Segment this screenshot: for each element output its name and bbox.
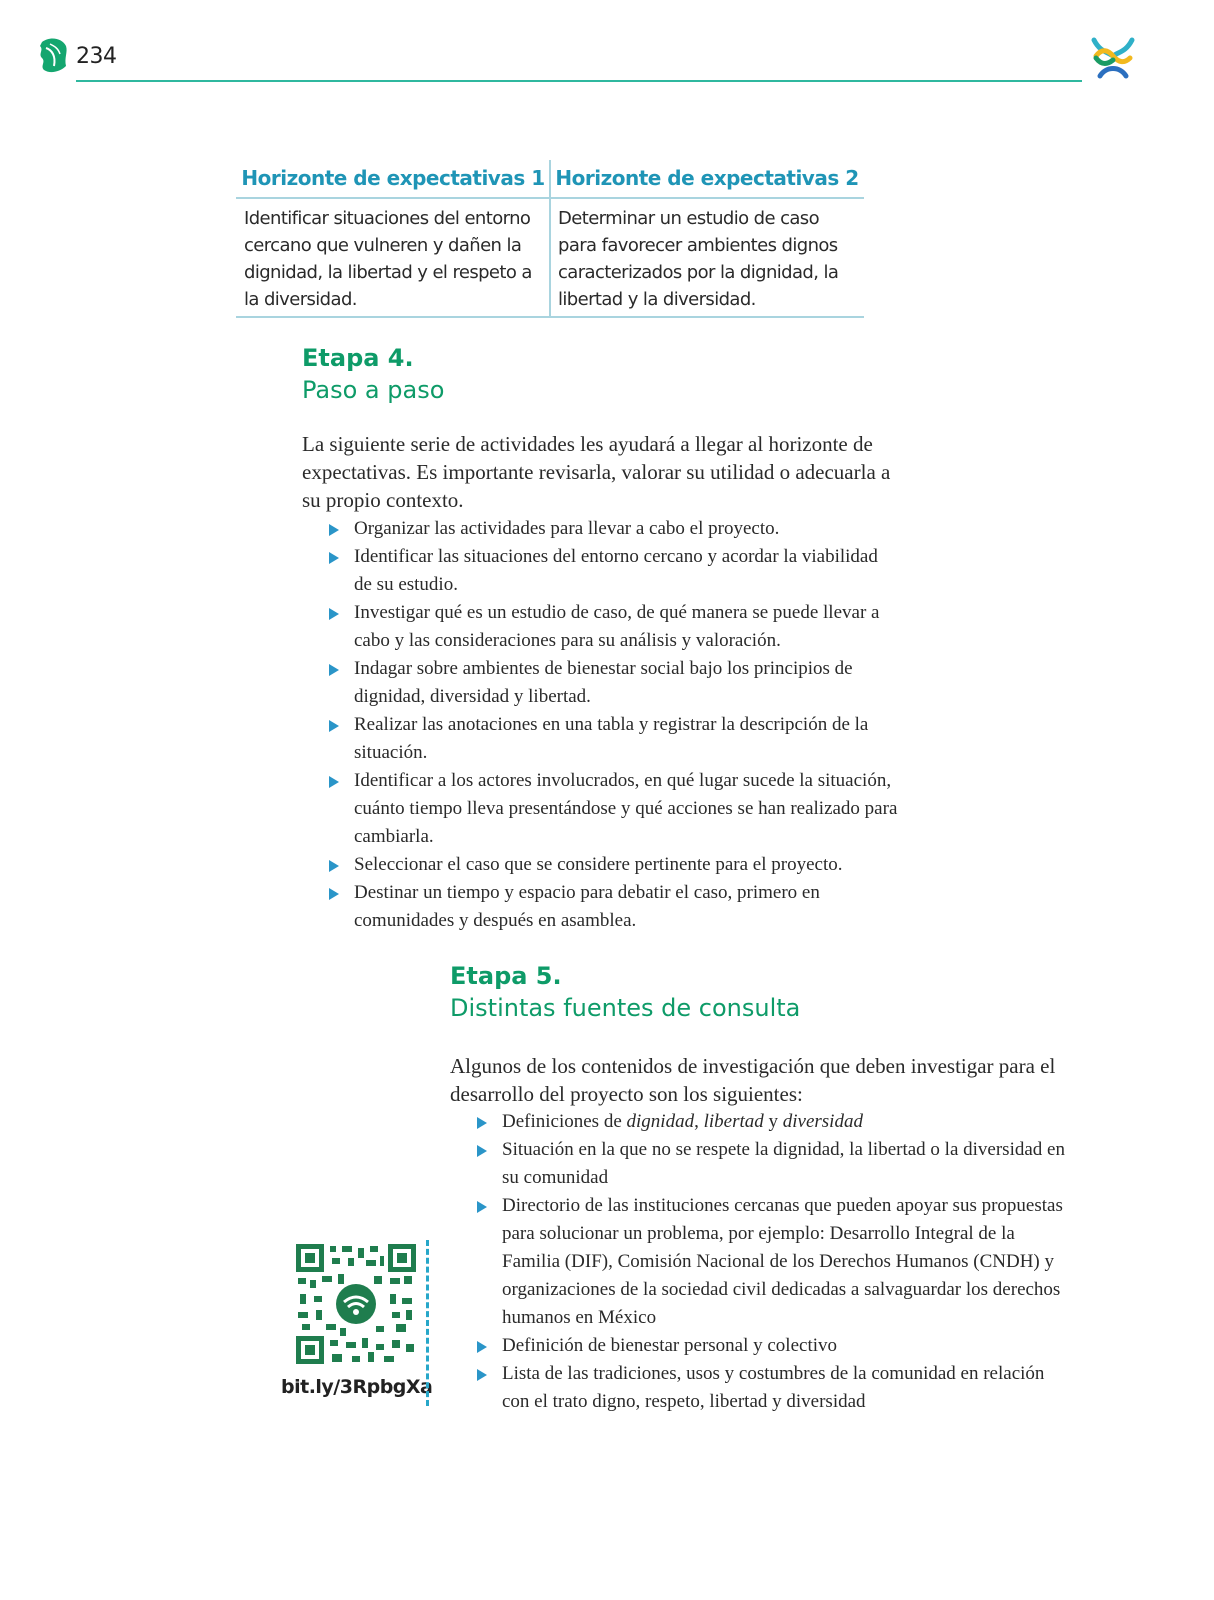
list-item-text: Realizar las anotaciones en una tabla y registrar la descripción de la situación. xyxy=(354,714,869,763)
list-item-text: Indagar sobre ambientes de bienestar social bajo los principios de dignidad, diversidad y libertad. xyxy=(354,658,853,707)
list-item: Directorio de las instituciones cercanas que pueden apoyar sus propuestas para solucionar un problema, por ejemplo: Desarrollo Integral de la Familia (DIF), Comisión Nacional de los Derechos Humanos (CNDH) y organizaciones de la sociedad civil dedicadas a salvaguardar los derechos humanos en México xyxy=(502,1192,1070,1332)
bullet-arrow-icon xyxy=(329,608,339,620)
list-item-text: Definición de bienestar personal y colectivo xyxy=(502,1335,838,1356)
list-item xyxy=(354,599,900,655)
list-item-text: Investigar qué es un estudio de caso, de qué manera se puede llevar a cabo y las consideraciones para su análisis y valoración. xyxy=(354,602,880,651)
abbr-cndh: CNDH xyxy=(979,1251,1034,1272)
list-item xyxy=(354,655,900,711)
stage4-heading xyxy=(302,342,444,406)
page-number: 234 xyxy=(76,44,117,69)
horizon-2-title: Horizonte de expectativas 2 xyxy=(550,160,864,199)
list-item xyxy=(354,879,900,935)
list-item-text: Lista de las tradiciones, usos y costumbres de la comunidad en relación con el trato digno, respeto, libertad y diversidad xyxy=(502,1363,1045,1412)
horizon-column-2 xyxy=(550,160,864,318)
bullet-arrow-icon xyxy=(477,1341,487,1353)
horizon-1-text: Identificar situaciones del entorno cercano que vulneren y dañen la dignidad, la libertad y el respeto a la diversidad. xyxy=(236,199,550,318)
stage4-number: Etapa 4. xyxy=(302,344,414,372)
bullet-arrow-icon xyxy=(477,1117,487,1129)
bullet-arrow-icon xyxy=(329,776,339,788)
bullet-arrow-icon xyxy=(329,860,339,872)
qr-divider xyxy=(426,1240,429,1406)
abbr-dif: DIF xyxy=(571,1251,602,1272)
bullet-arrow-icon xyxy=(329,720,339,732)
list-item-text: Destinar un tiempo y espacio para debatir el caso, primero en comunidades y después en asamblea. xyxy=(354,882,820,931)
bullet-arrow-icon xyxy=(477,1201,487,1213)
list-item-text: Situación en la que no se respete la dignidad, la libertad o la diversidad en su comunidad xyxy=(502,1139,1065,1188)
list-item xyxy=(354,711,900,767)
list-item xyxy=(354,851,900,879)
list-item-text: Seleccionar el caso que se considere pertinente para el proyecto. xyxy=(354,854,843,875)
list-item xyxy=(502,1136,1070,1192)
bullet-arrow-icon xyxy=(329,888,339,900)
stage4-name: Paso a paso xyxy=(302,376,445,404)
horizon-2-text: Determinar un estudio de caso para favorecer ambientes dignos caracterizados por la dignidad, la libertad y la diversidad. xyxy=(550,199,864,318)
list-item-text: Identificar a los actores involucrados, en qué lugar sucede la situación, cuánto tiempo lleva presentándose y qué acciones se han realizado para cambiarla. xyxy=(354,770,898,847)
stage5-name: Distintas fuentes de consulta xyxy=(450,994,801,1022)
list-item xyxy=(354,767,900,851)
stage5-intro: Algunos de los contenidos de investigación que deben investigar para el desarrollo del proyecto son los siguientes: xyxy=(450,1054,1056,1106)
list-item xyxy=(354,515,900,543)
bullet-arrow-icon xyxy=(477,1369,487,1381)
leaf-icon xyxy=(36,36,70,76)
bullet-arrow-icon xyxy=(329,552,339,564)
list-item xyxy=(502,1332,1070,1360)
stage5-number: Etapa 5. xyxy=(450,962,562,990)
list-item-text: Organizar las actividades para llevar a cabo el proyecto. xyxy=(354,518,780,539)
community-emblem-icon xyxy=(1086,30,1140,84)
list-item xyxy=(502,1360,1070,1416)
stage5-source-list xyxy=(502,1108,1070,1416)
horizon-1-title: Horizonte de expectativas 1 xyxy=(236,160,550,199)
bullet-arrow-icon xyxy=(329,524,339,536)
bullet-arrow-icon xyxy=(477,1145,487,1157)
qr-link[interactable]: bit.ly/3RpbgXa xyxy=(281,1376,433,1398)
stage5-heading xyxy=(450,960,800,1024)
list-item: Definiciones de dignidad, libertad y diversidad xyxy=(502,1108,1070,1136)
qr-code-icon[interactable] xyxy=(296,1244,416,1364)
list-item xyxy=(354,543,900,599)
list-item-text: Identificar las situaciones del entorno cercano y acordar la viabilidad de su estudio. xyxy=(354,546,878,595)
stage4-activity-list xyxy=(354,515,900,935)
horizon-column-1 xyxy=(236,160,550,318)
header-rule xyxy=(76,80,1082,82)
bullet-arrow-icon xyxy=(329,664,339,676)
stage4-intro: La siguiente serie de actividades les ayudará a llegar al horizonte de expectativas. Es importante revisarla, valorar su utilidad o adecuarla a su propio contexto. xyxy=(302,432,891,512)
